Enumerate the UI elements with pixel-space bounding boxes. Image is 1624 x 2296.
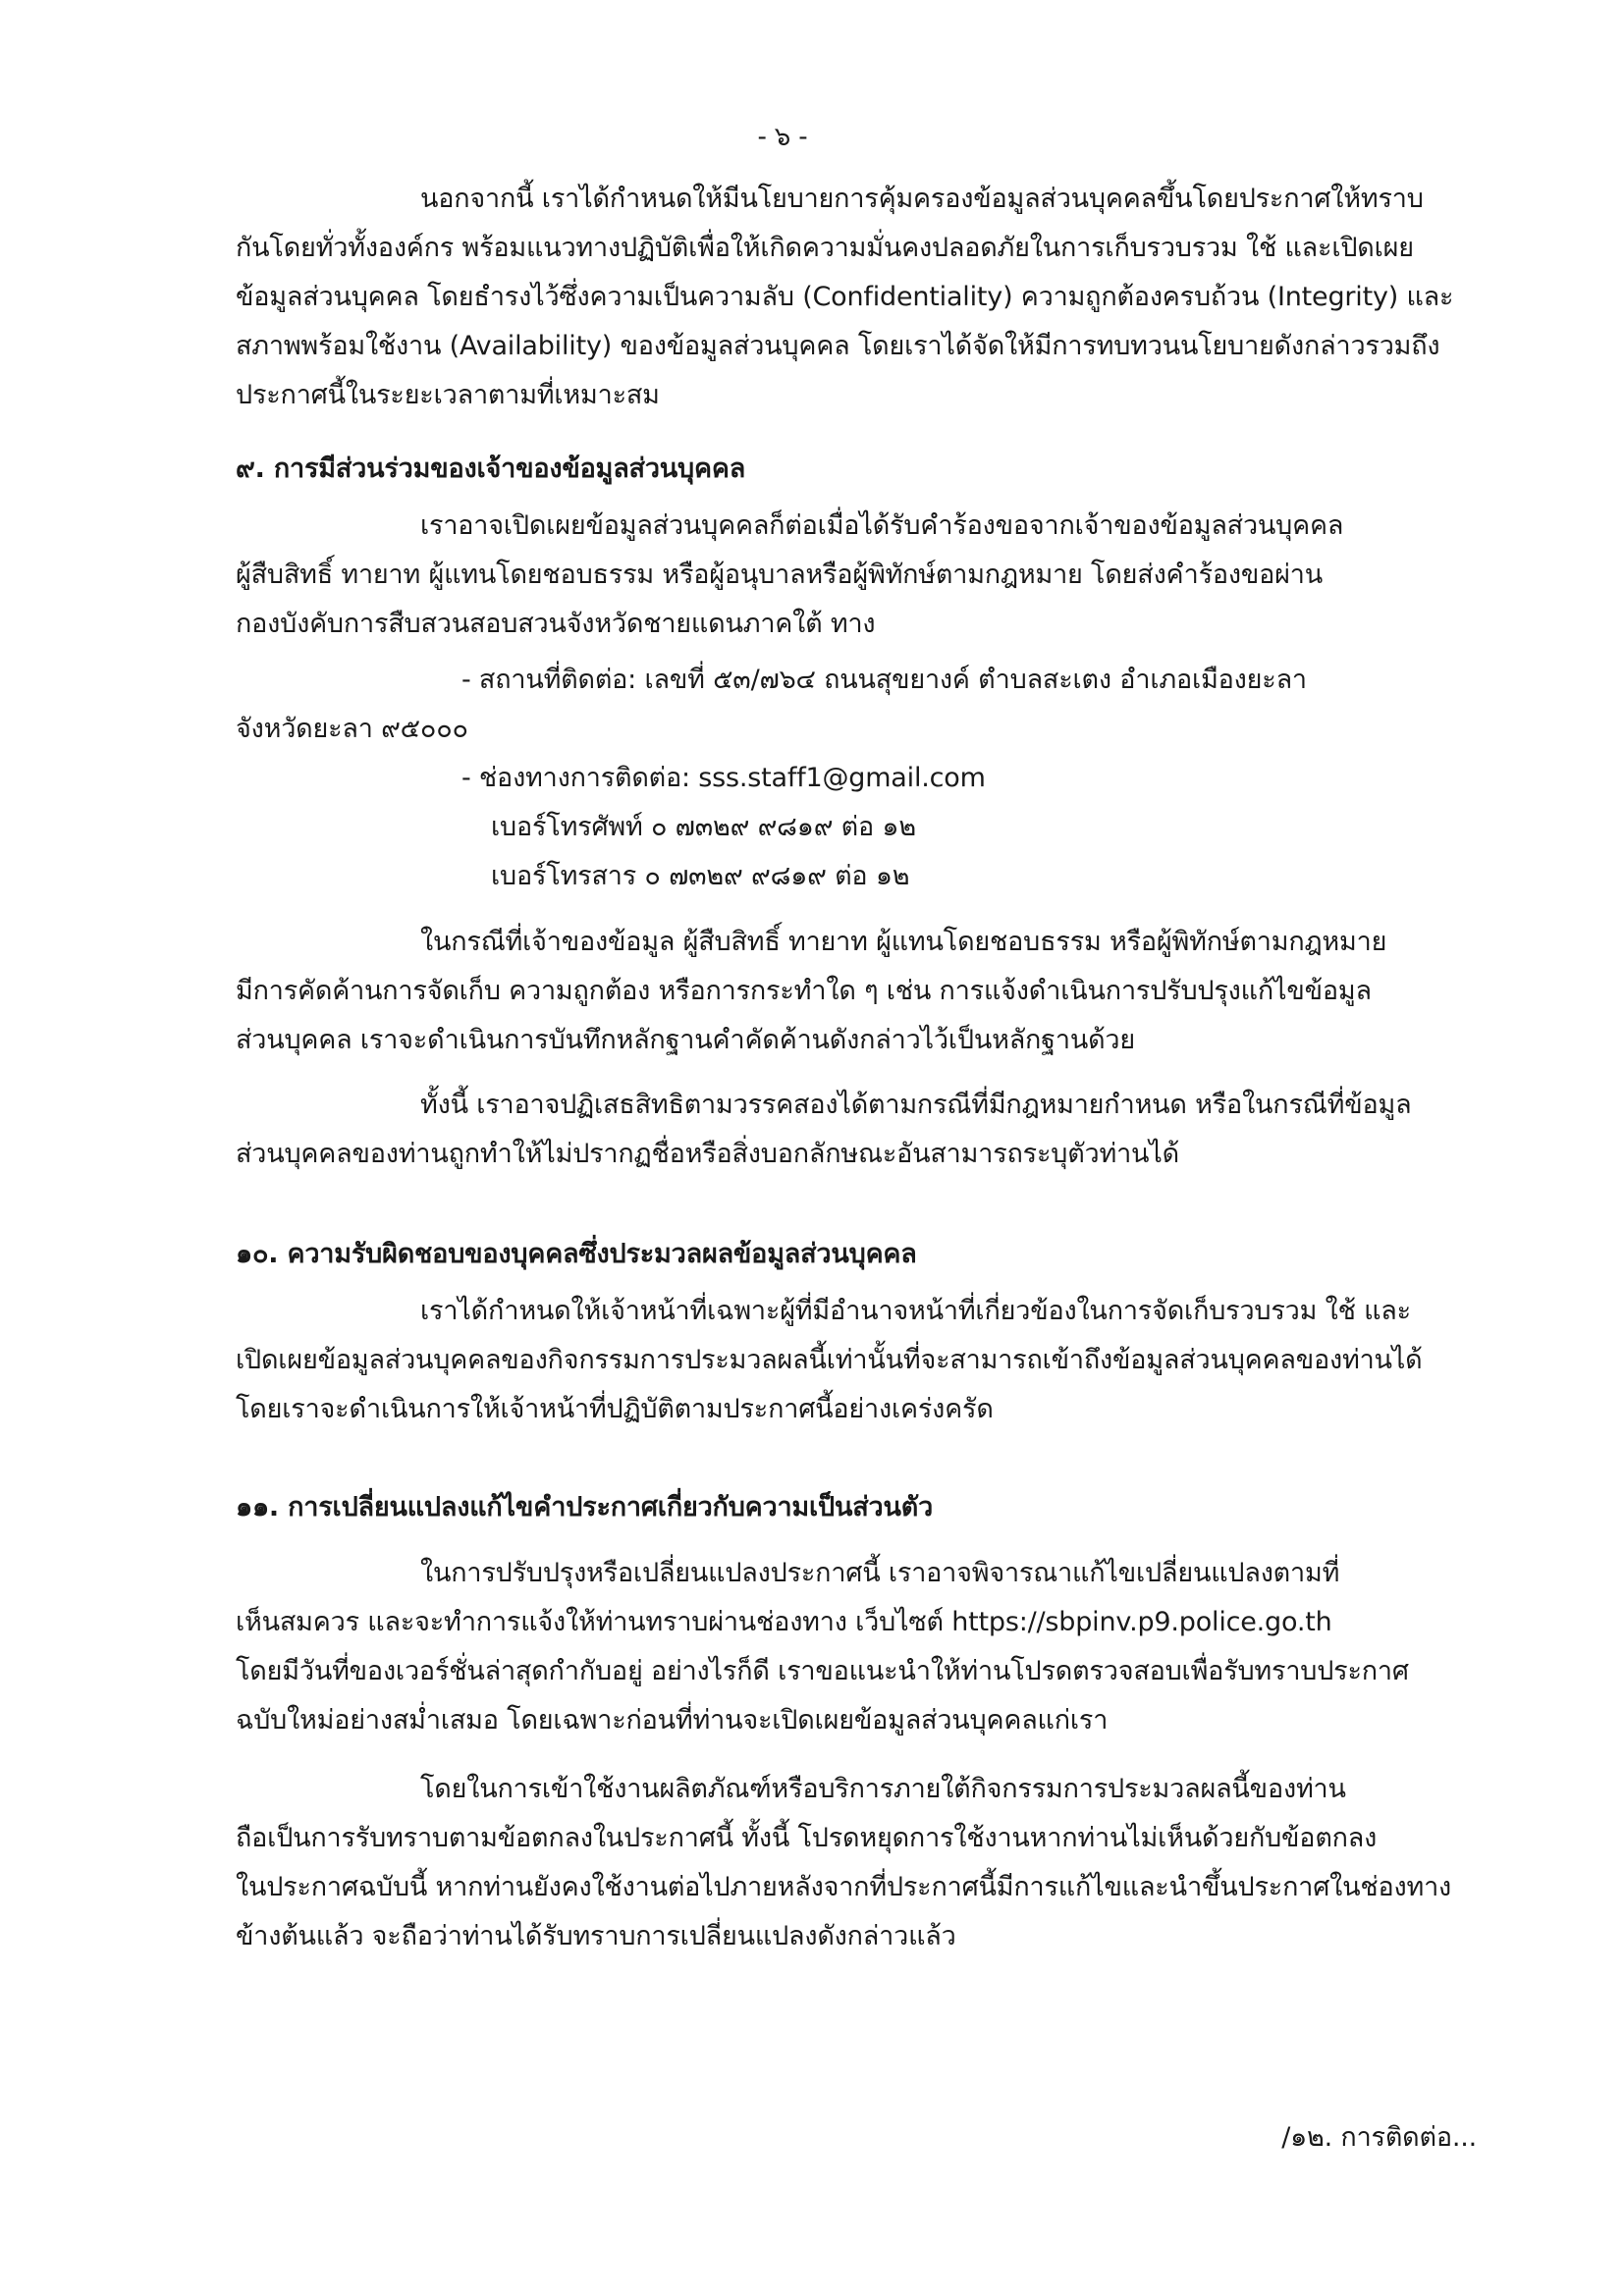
section-9-para3-line-1: ทั้งนี้ เราอาจปฏิเสธสิทธิตามวรรคสองได้ตามกรณีที่มีกฎหมายกำหนด หรือในกรณีที่ข้อมูล — [420, 1090, 1412, 1120]
section-9-para1-line-2: ผู้สืบสิทธิ์ ทายาท ผู้แทนโดยชอบธรรม หรือผู้อนุบาลหรือผู้พิทักษ์ตามกฎหมาย โดยส่งคำร้องขอผ่าน — [236, 560, 1323, 590]
intro-line-3: ข้อมูลส่วนบุคคล โดยธำรงไว้ซึ่งความเป็นความลับ (Confidentiality) ความถูกต้องครบถ้วน (Integrity) และ — [236, 282, 1454, 312]
intro-line-4: สภาพพร้อมใช้งาน (Availability) ของข้อมูลส่วนบุคคล โดยเราได้จัดให้มีการทบทวนนโยบายดังกล่าวรวมถึง — [236, 331, 1440, 361]
section-11-para2-line-3: ในประกาศฉบับนี้ หากท่านยังคงใช้งานต่อไปภายหลังจากที่ประกาศนี้มีการแก้ไขและนำขึ้นประกาศในช่องทาง — [236, 1872, 1452, 1902]
section-9-para3-line-2: ส่วนบุคคลของท่านถูกทำให้ไม่ปรากฏชื่อหรือสิ่งบอกลักษณะอันสามารถระบุตัวท่านได้ — [236, 1139, 1180, 1169]
section-9-fax: เบอร์โทรสาร ๐ ๗๓๒๙ ๙๘๑๙ ต่อ ๑๒ — [491, 861, 910, 891]
section-11-para1-line-1: ในการปรับปรุงหรือเปลี่ยนแปลงประกาศนี้ เราอาจพิจารณาแก้ไขเปลี่ยนแปลงตามที่ — [420, 1558, 1340, 1588]
section-11-para1-line-4: ฉบับใหม่อย่างสม่ำเสมอ โดยเฉพาะก่อนที่ท่านจะเปิดเผยข้อมูลส่วนบุคคลแก่เรา — [236, 1705, 1109, 1735]
intro-line-5: ประกาศนี้ในระยะเวลาตามที่เหมาะสม — [236, 380, 660, 410]
section-10-heading: ๑๐. ความรับผิดชอบของบุคคลซึ่งประมวลผลข้อมูลส่วนบุคคล — [236, 1239, 917, 1269]
intro-line-1: นอกจากนี้ เราได้กำหนดให้มีนโยบายการคุ้มครองข้อมูลส่วนบุคคลขึ้นโดยประกาศให้ทราบ — [420, 184, 1424, 214]
page-number: - ๖ - — [757, 122, 808, 152]
section-9-phone: เบอร์โทรศัพท์ ๐ ๗๓๒๙ ๙๘๑๙ ต่อ ๑๒ — [491, 812, 916, 842]
section-9-para2-line-1: ในกรณีที่เจ้าของข้อมูล ผู้สืบสิทธิ์ ทายาท ผู้แทนโดยชอบธรรม หรือผู้พิทักษ์ตามกฎหมาย — [420, 927, 1387, 957]
section-9-para2-line-2: มีการคัดค้านการจัดเก็บ ความถูกต้อง หรือการกระทำใด ๆ เช่น การแจ้งดำเนินการปรับปรุงแก้ไขข้อมูล — [236, 976, 1372, 1006]
section-9-para1-line-3: กองบังคับการสืบสวนสอบสวนจังหวัดชายแดนภาคใต้ ทาง — [236, 609, 876, 639]
section-9-address-line-2: จังหวัดยะลา ๙๕๐๐๐ — [236, 714, 468, 744]
section-11-para1-line-3: โดยมีวันที่ของเวอร์ชั่นล่าสุดกำกับอยู่ อย่างไรก็ดี เราขอแนะนำให้ท่านโปรดตรวจสอบเพื่อรับทราบประกาศ — [236, 1656, 1409, 1686]
section-11-para2-line-1: โดยในการเข้าใช้งานผลิตภัณฑ์หรือบริการภายใต้กิจกรรมการประมวลผลนี้ของท่าน — [420, 1774, 1346, 1804]
section-10-para1-line-1: เราได้กำหนดให้เจ้าหน้าที่เฉพาะผู้ที่มีอำนาจหน้าที่เกี่ยวข้องในการจัดเก็บรวบรวม ใช้ และ — [420, 1296, 1411, 1326]
section-9-address-line-1: - สถานที่ติดต่อ: เลขที่ ๕๓/๗๖๔ ถนนสุขยางค์ ตำบลสะเตง อำเภอเมืองยะลา — [461, 665, 1307, 695]
section-11-para2-line-2: ถือเป็นการรับทราบตามข้อตกลงในประกาศนี้ ทั้งนี้ โปรดหยุดการใช้งานหากท่านไม่เห็นด้วยกับข้อตกลง — [236, 1823, 1378, 1853]
section-9-contact-email: - ช่องทางการติดต่อ: sss.staff1@gmail.com — [461, 763, 986, 793]
footer-continuation: /๑๒. การติดต่อ... — [1281, 2122, 1477, 2153]
section-9-heading: ๙. การมีส่วนร่วมของเจ้าของข้อมูลส่วนบุคคล — [236, 454, 746, 484]
section-11-heading: ๑๑. การเปลี่ยนแปลงแก้ไขคำประกาศเกี่ยวกับความเป็นส่วนตัว — [236, 1492, 934, 1522]
intro-line-2: กันโดยทั่วทั้งองค์กร พร้อมแนวทางปฏิบัติเพื่อให้เกิดความมั่นคงปลอดภัยในการเก็บรวบรวม ใช้ และเปิดเผย — [236, 233, 1414, 263]
section-9-para1-line-1: เราอาจเปิดเผยข้อมูลส่วนบุคคลก็ต่อเมื่อได้รับคำร้องขอจากเจ้าของข้อมูลส่วนบุคคล — [420, 510, 1344, 541]
section-11-para2-line-4: ข้างต้นแล้ว จะถือว่าท่านได้รับทราบการเปลี่ยนแปลงดังกล่าวแล้ว — [236, 1921, 956, 1951]
section-9-para2-line-3: ส่วนบุคคล เราจะดำเนินการบันทึกหลักฐานคำคัดค้านดังกล่าวไว้เป็นหลักฐานด้วย — [236, 1025, 1136, 1055]
section-10-para1-line-2: เปิดเผยข้อมูลส่วนบุคคลของกิจกรรมการประมวลผลนี้เท่านั้นที่จะสามารถเข้าถึงข้อมูลส่วนบุคคลของท่านได้ — [236, 1345, 1423, 1375]
section-10-para1-line-3: โดยเราจะดำเนินการให้เจ้าหน้าที่ปฏิบัติตามประกาศนี้อย่างเคร่งครัด — [236, 1394, 994, 1424]
section-11-para1-line-2: เห็นสมควร และจะทำการแจ้งให้ท่านทราบผ่านช่องทาง เว็บไซต์ https://sbpinv.p9.police.go.th — [236, 1607, 1332, 1637]
